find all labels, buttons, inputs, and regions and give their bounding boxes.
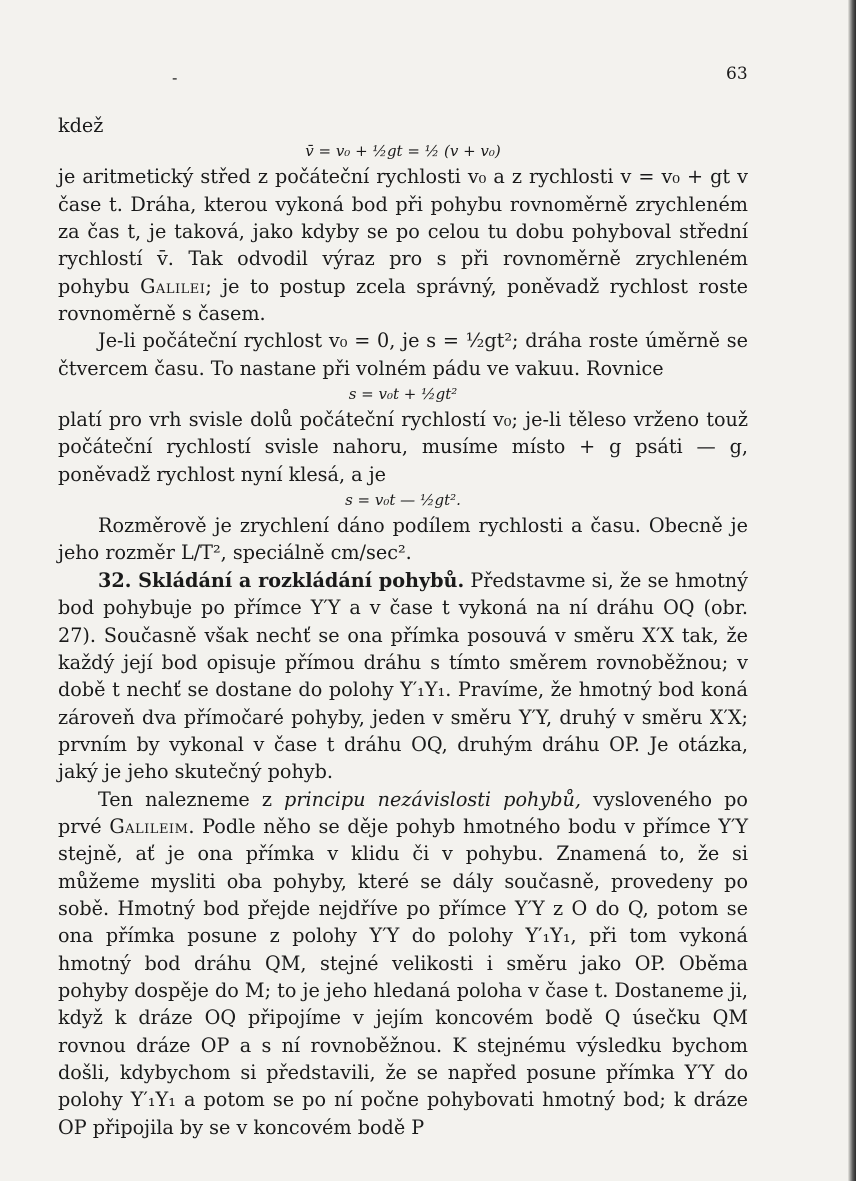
- text-segment: Představme si, že se hmotný bod pohybuje po přímce Y′Y a v čase t vykoná na ní dráhu OQ (obr. 27). Současně však nechť se ona přímka posouvá v směru X′X tak, že každý její bod opisuje přímou dráhu s tímto směrem rovnoběžnou; v době t nechť se dostane do polohy Y′₁Y₁. Pravíme, že hmotný bod koná zároveň dva přímočaré pohyby, jeden v směru Y′Y, druhý v směru X′X; prvním by vykonal v čase t dráhu OQ, druhým dráhu OP. Je otázka, jaký je jeho skutečný pohyb.: [58, 568, 748, 784]
- paragraph-independence: [58, 786, 748, 1141]
- section-32: [58, 567, 748, 786]
- page-body: [58, 112, 748, 1141]
- page-mark: -: [172, 68, 178, 87]
- text-segment: Ten nalezneme z: [98, 787, 285, 811]
- page-edge-shadow: [848, 0, 856, 1181]
- paragraph-dimension: Rozměrově je zrychlení dáno podílem rychlosti a času. Obecně je jeho rozměr L/T², speciálně cm/sec².: [58, 514, 748, 565]
- section-heading: 32. Skládání a rozkládání pohybů.: [98, 568, 465, 592]
- paragraph-intro: kdež: [58, 114, 104, 137]
- text-segment: ; je to postup zcela správný, poněvadž rychlost roste rovnoměrně s časem.: [58, 274, 749, 326]
- page-number: 63: [726, 64, 748, 84]
- name-galilei: Galilei: [140, 274, 206, 298]
- paragraph-vertical-throw: platí pro vrh svisle dolů počáteční rychlostí v₀; je-li těleso vrženo touž počáteční rychlostí svisle nahoru, musíme místo + g psáti — g, poněvadž rychlost nyní klesá, a je: [58, 408, 748, 486]
- paragraph-mean-velocity: [58, 163, 748, 327]
- formula-vertical-up: s = v₀t — ½gt².: [345, 491, 461, 510]
- principle-term: principu nezávislosti pohybů,: [284, 787, 581, 811]
- name-galileim: Galileim: [109, 814, 189, 838]
- formula-vertical-down: s = v₀t + ½gt²: [348, 385, 458, 404]
- text-segment: vysloveného po prvé: [58, 787, 748, 838]
- text-segment: je aritmetický střed z počáteční rychlosti v₀ a z rychlosti v = v₀ + gt v čase t. Dráha, kterou vykoná bod při pohybu rovnoměrně zrychleném za čas t, je taková, jako kdyby se po celou tu dobu pohyboval střední rychlostí v̄. Tak odvodil výraz pro s při rovnoměrně zrychleném pohybu: [58, 165, 748, 298]
- paragraph-free-fall: Je-li počáteční rychlost v₀ = 0, je s = ½gt²; dráha roste úměrně se čtvercem času. To nastane při volném pádu ve vakuu. Rovnice: [58, 329, 748, 380]
- formula-mean-velocity: v̄ = v₀ + ½gt = ½ (v + v₀): [305, 142, 501, 161]
- text-segment: . Podle něho se děje pohyb hmotného bodu v přímce Y′Y stejně, ať je ona přímka v klidu či v pohybu. Znamená to, že si můžeme mysliti oba pohyby, které se dály současně, provedeny po sobě. Hmotný bod přejde nejdříve po přímce Y′Y z O do Q, potom se ona přímka posune z polohy Y′Y do polohy Y′₁Y₁, při tom vykoná hmotný bod dráhu QM, stejné velikosti i směru jako OP. Oběma pohyby dospěje do M; to je jeho hledaná poloha v čase t. Dostaneme ji, když k dráze OQ připojíme v jejím koncovém bodě Q úsečku QM rovnou dráze OP a s ní rovnoběžnou. K stejnému výsledku bychom došli, kdybychom si představili, že se napřed posune přímka Y′Y do polohy Y′₁Y₁ a potom se po ní počne pohybovati hmotný bod; k dráze OP připojila by se v koncovém bodě P: [58, 814, 748, 1139]
